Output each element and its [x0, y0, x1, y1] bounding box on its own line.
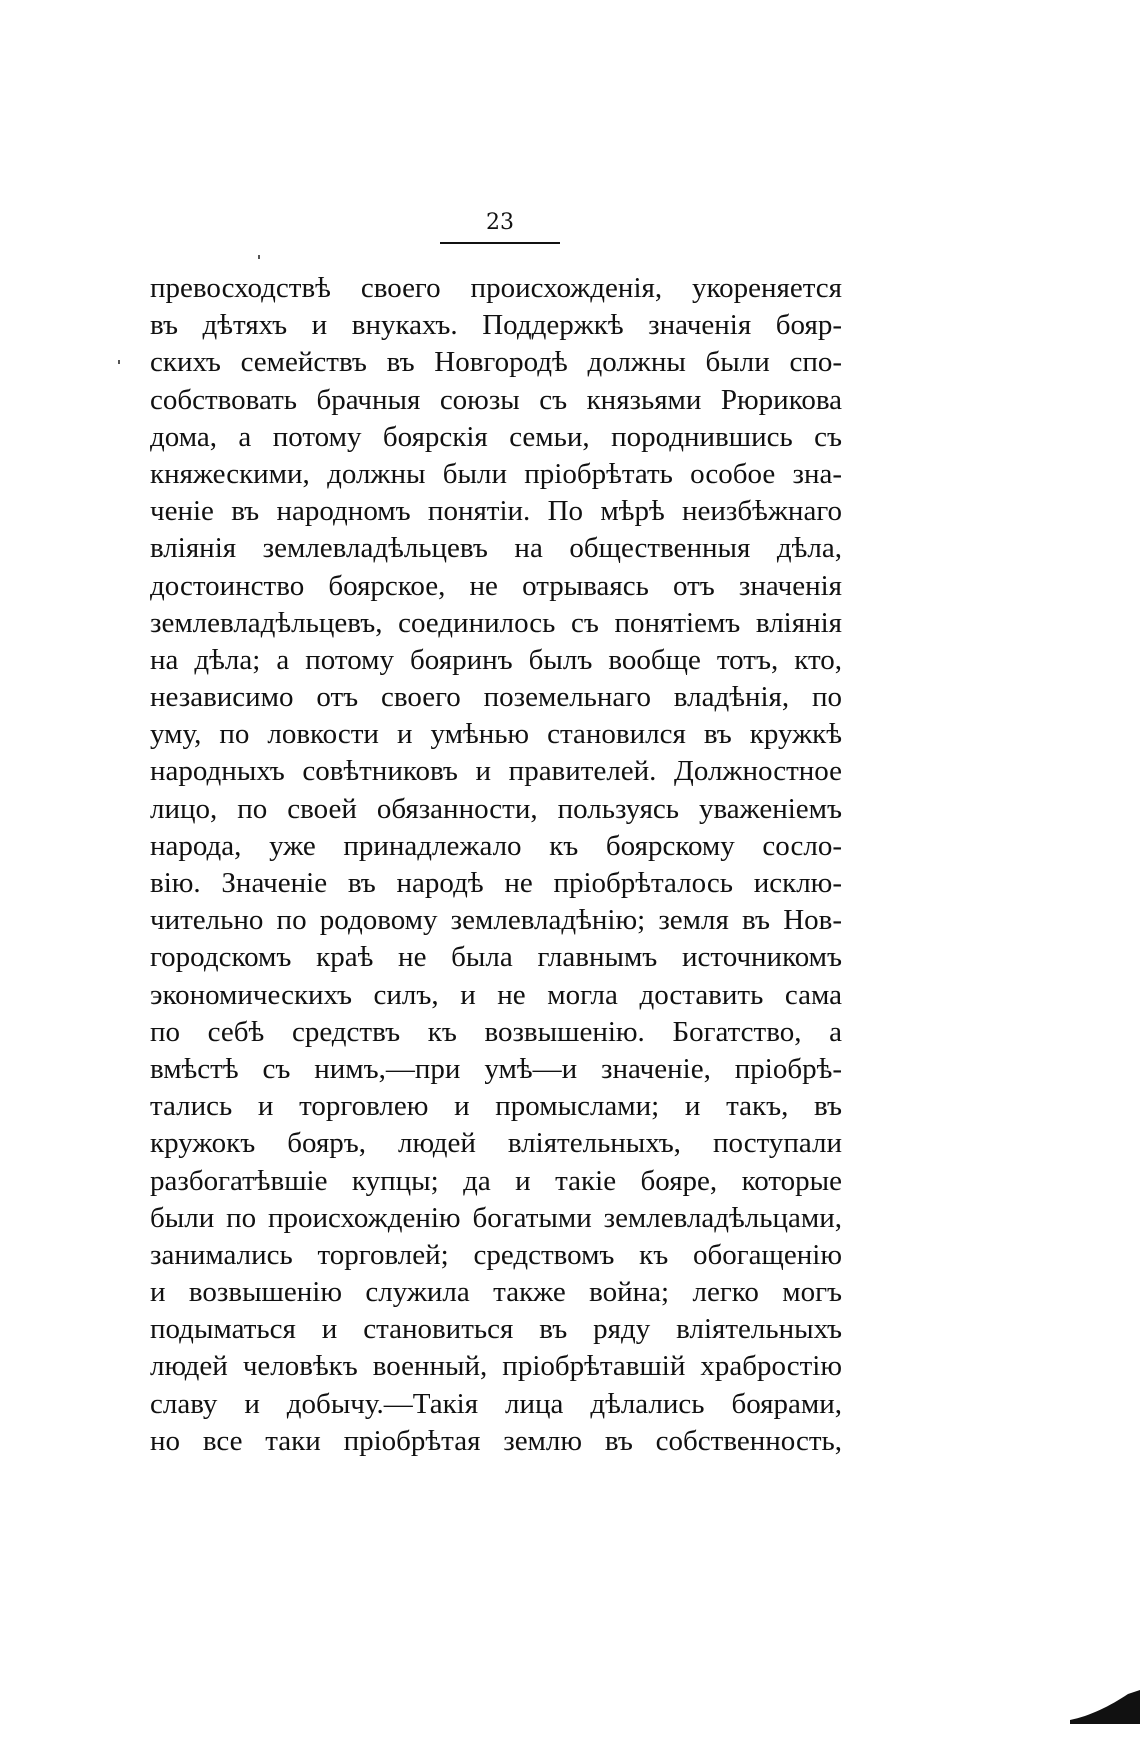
text-line: занимались торговлей; средствомъ къ обогащенію [150, 1238, 842, 1271]
text-line: народныхъ совѣтниковъ и правителей. Должностное [150, 755, 842, 788]
text-line: людей человѣкъ военный, пріобрѣтавшій храбростію [150, 1350, 842, 1383]
text-line: скихъ семействъ въ Новгородѣ должны были спо- [150, 346, 842, 379]
page-number-rule [440, 242, 560, 244]
text-line: уму, по ловкости и умѣнью становился въ кружкѣ [150, 718, 842, 751]
scan-corner-shadow [1070, 1690, 1140, 1724]
text-line: народа, уже принадлежало къ боярскому сосло- [150, 829, 842, 862]
text-line: и возвышенію служила также война; легко могъ [150, 1276, 842, 1309]
text-line: кружокъ бояръ, людей вліятельныхъ, поступали [150, 1127, 842, 1160]
text-line: вмѣстѣ съ нимъ,—при умѣ—и значеніе, пріобрѣ- [150, 1052, 842, 1085]
text-line: ченіе въ народномъ понятіи. По мѣрѣ неизбѣжнаго [150, 495, 842, 528]
text-line: чительно по родовому землевладѣнію; земля въ Нов- [150, 904, 842, 937]
text-line: дома, а потому боярскія семьи, породнившись съ [150, 420, 842, 453]
text-line: но все таки пріобрѣтая землю въ собственность, [150, 1424, 842, 1457]
text-line: вліянія землевладѣльцевъ на общественныя дѣла, [150, 532, 842, 565]
text-line: на дѣла; а потому бояринъ былъ вообще тотъ, кто, [150, 643, 842, 676]
text-line: превосходствѣ своего происхожденія, укореняется [150, 272, 842, 304]
text-line: землевладѣльцевъ, соединилось съ понятіемъ вліянія [150, 606, 842, 639]
text-line: подыматься и становиться въ ряду вліятельныхъ [150, 1313, 842, 1346]
text-line: по себѣ средствъ къ возвышенію. Богатство, а [150, 1015, 842, 1048]
body-text [150, 270, 842, 1460]
text-line: независимо отъ своего поземельнаго владѣнія, по [150, 681, 842, 714]
text-line: были по происхожденію богатыми землевладѣльцами, [150, 1201, 842, 1234]
text-line: вію. Значеніе въ народѣ не пріобрѣталось исклю- [150, 867, 842, 899]
scan-speck [118, 360, 120, 364]
text-line: княжескими, должны были пріобрѣтать особое зна- [150, 457, 842, 490]
text-line: тались и торговлею и промыслами; и такъ, въ [150, 1090, 842, 1123]
text-line: достоинство боярское, не отрываясь отъ значенія [150, 569, 842, 602]
text-line: лицо, по своей обязанности, пользуясь уваженіемъ [150, 792, 842, 825]
text-line: собствовать брачныя союзы съ князьями Рюрикова [150, 383, 842, 416]
page-number: 23 [486, 210, 514, 235]
text-line: въ дѣтяхъ и внукахъ. Поддержкѣ значенія бояр- [150, 309, 842, 342]
text-line: славу и добычу.—Такія лица дѣлались боярами, [150, 1387, 842, 1420]
scan-speck [258, 255, 260, 259]
text-line: разбогатѣвшіе купцы; да и такіе бояре, которые [150, 1164, 842, 1197]
text-line: экономическихъ силъ, и не могла доставить сама [150, 978, 842, 1011]
text-line: городскомъ краѣ не была главнымъ источникомъ [150, 941, 842, 974]
